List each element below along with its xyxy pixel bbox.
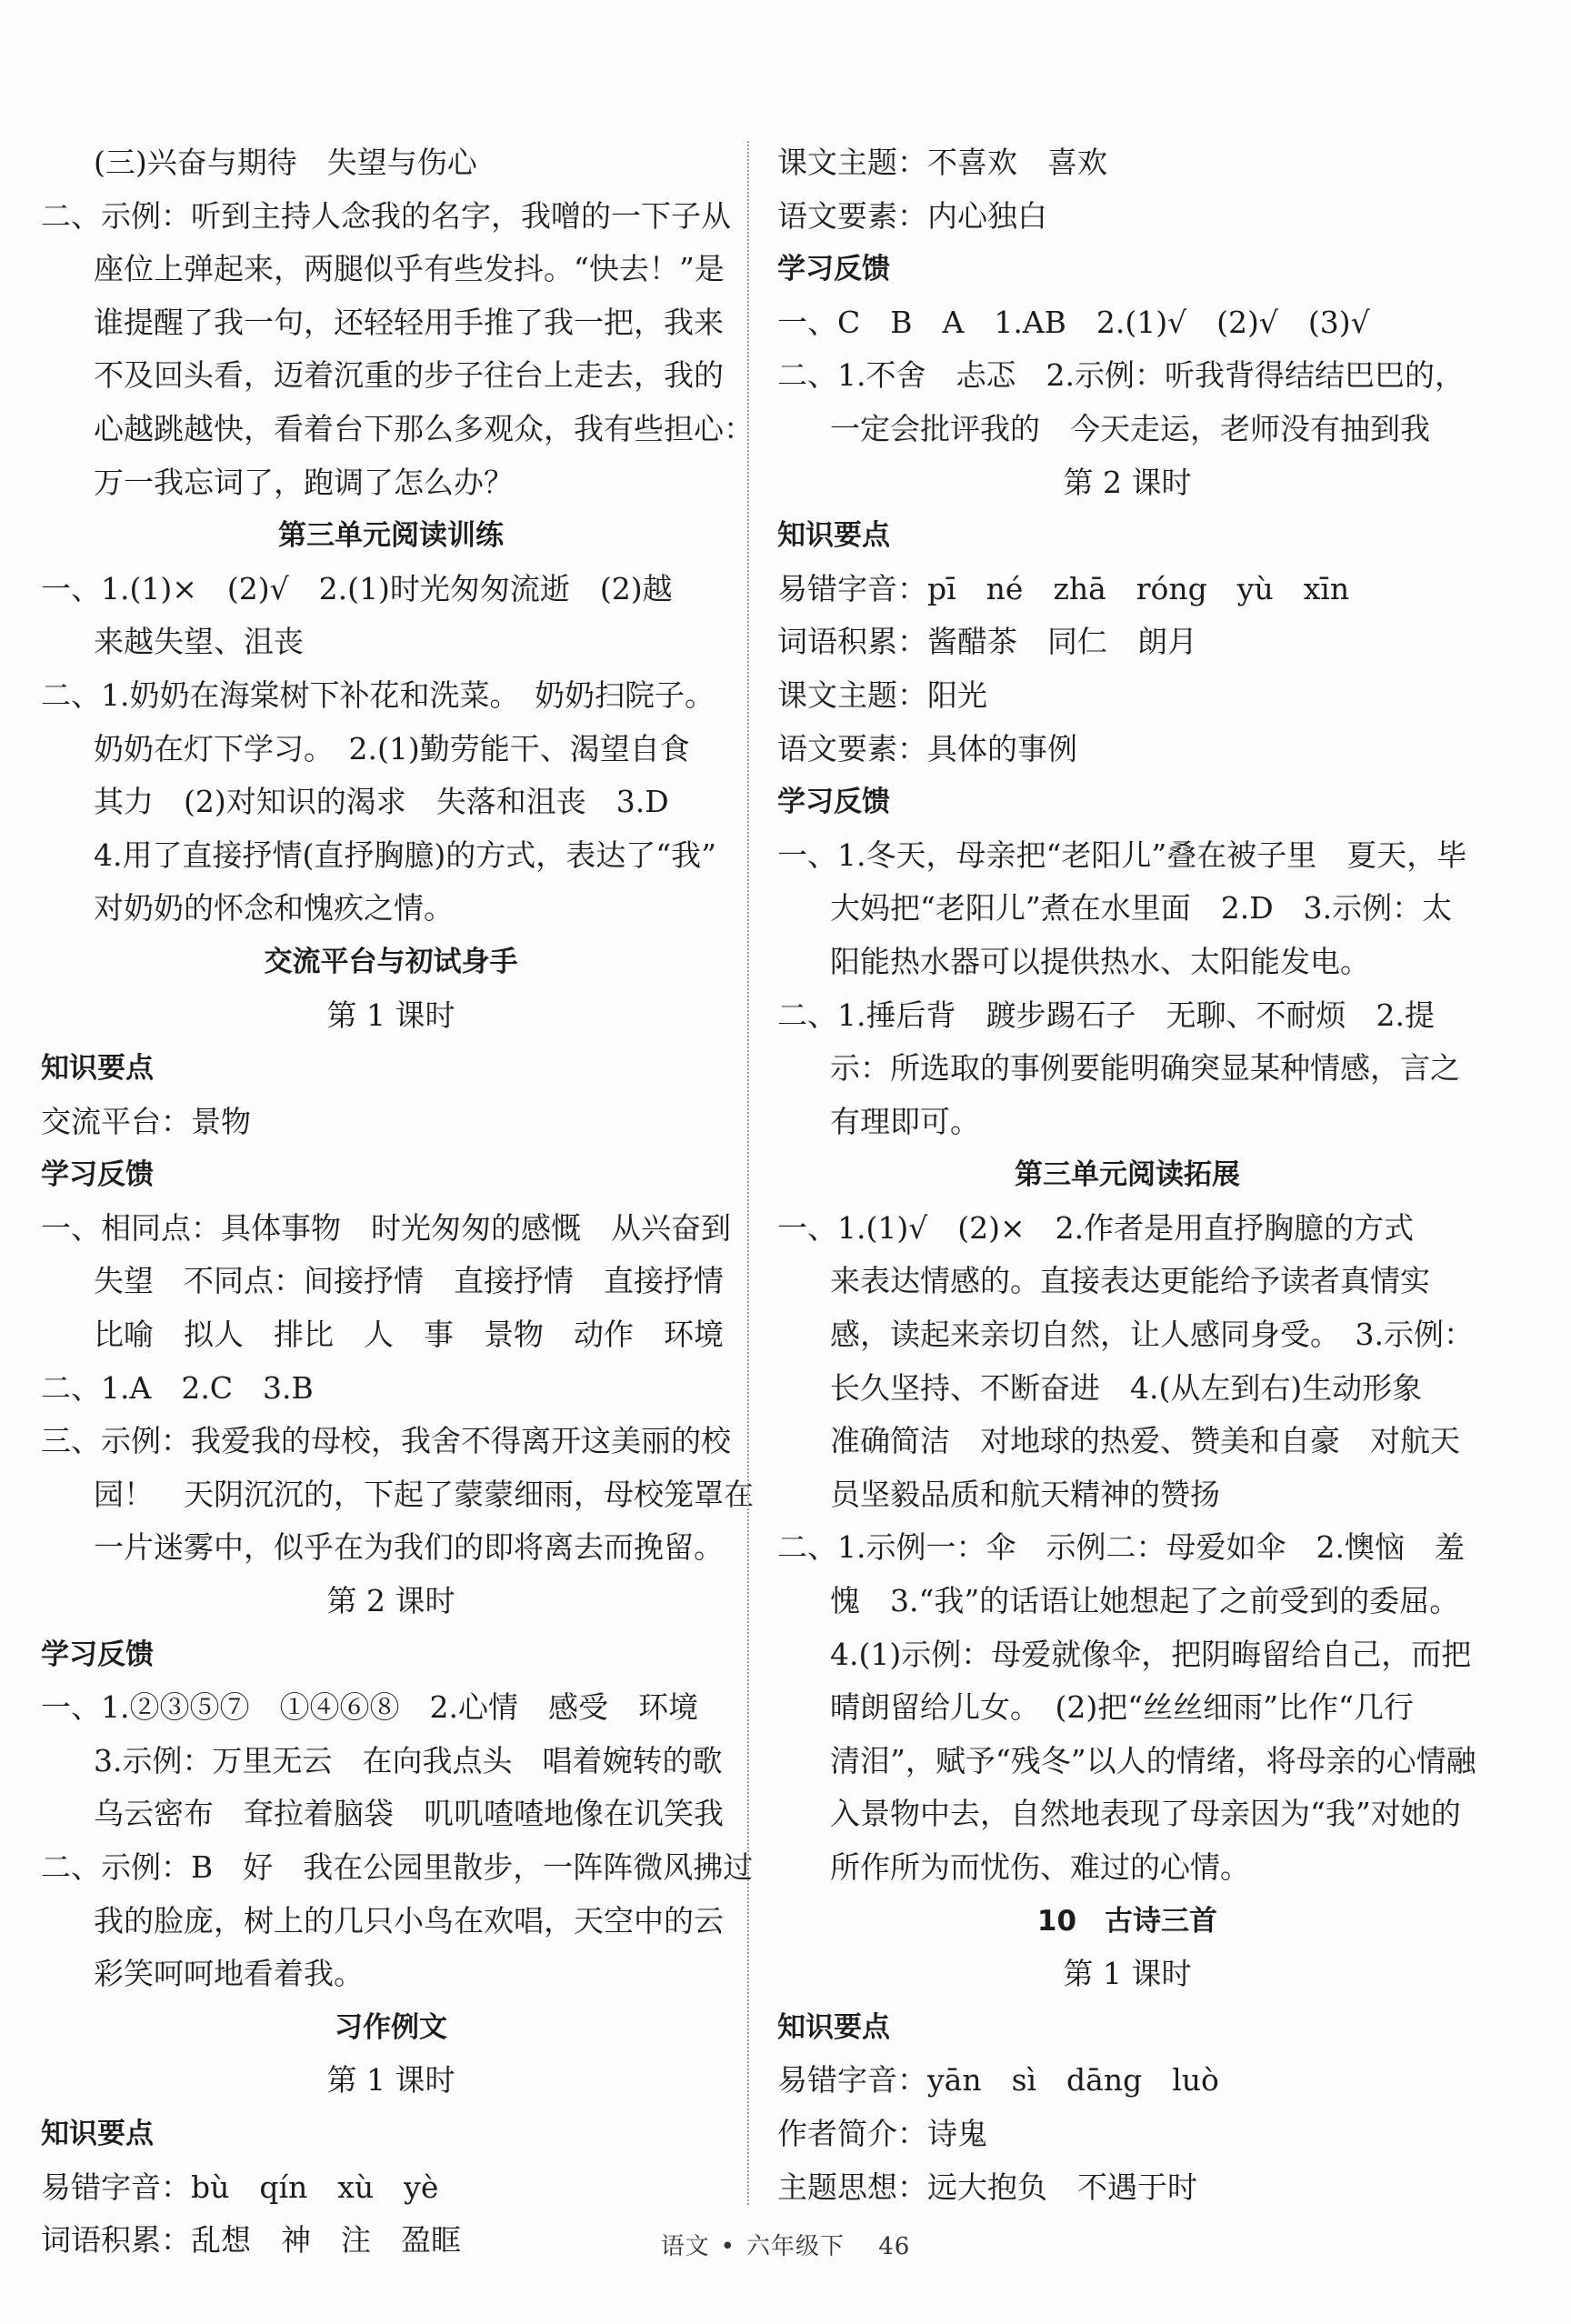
text-line: 奶奶在灯下学习。 2.(1)勤劳能干、渴望自食 xyxy=(94,730,690,766)
text-line: 一、1.(1)× (2)√ 2.(1)时光匆匆流逝 (2)越 xyxy=(41,570,673,606)
text-line: 二、1.奶奶在海棠树下补花和洗菜。 奶奶扫院子。 xyxy=(41,676,715,713)
text-line: 园！ 天阴沉沉的，下起了蒙蒙细雨，母校笼罩在 xyxy=(94,1476,754,1512)
text-line: 不及回头看，迈着沉重的步子往台上走去，我的 xyxy=(94,357,724,394)
text-line: 词语积累：乱想 神 注 盈眶 xyxy=(41,2222,461,2259)
section-heading: 交流平台与初试身手 xyxy=(264,945,518,978)
text-line: 愧 3.“我”的话语让她想起了之前受到的委屈。 xyxy=(830,1583,1460,1619)
text-line: 二、示例：听到主持人念我的名字，我噌的一下子从 xyxy=(41,197,731,234)
section-heading: 知识要点 xyxy=(777,2010,890,2044)
text-line: 主题思想：远大抱负 不遇于时 xyxy=(777,2169,1197,2205)
text-line: 二、1.不舍 忐忑 2.示例：听我背得结结巴巴的， xyxy=(777,357,1465,394)
text-line: 长久坚持、不断奋进 4.(从左到右)生动形象 xyxy=(830,1369,1423,1406)
text-line: 第 1 课时 xyxy=(326,997,455,1033)
section-heading: 第三单元阅读训练 xyxy=(278,519,504,553)
text-line: 彩笑呵呵地看着我。 xyxy=(94,1956,364,1992)
right-column xyxy=(777,136,1477,2214)
section-heading: 第三单元阅读拓展 xyxy=(1015,1158,1240,1192)
text-line: 第 1 课时 xyxy=(1063,1956,1192,1992)
page-footer xyxy=(0,2228,1571,2261)
text-line: 4.(1)示例：母爱就像伞，把阴晦留给自己，而把 xyxy=(830,1636,1472,1672)
text-line: 入景物中去，自然地表现了母亲因为“我”对她的 xyxy=(830,1796,1461,1832)
text-line: 所作所为而忧伤、难过的心情。 xyxy=(830,1849,1250,1885)
section-heading: 学习反馈 xyxy=(41,1158,154,1192)
section-heading: 知识要点 xyxy=(41,2117,154,2150)
text-line: 词语积累：酱醋茶 同仁 朗月 xyxy=(777,624,1197,660)
text-line: (三)兴奋与期待 失望与伤心 xyxy=(94,145,477,180)
text-line: 一、1.冬天，母亲把“老阳儿”叠在被子里 夏天，毕 xyxy=(777,836,1467,873)
text-line: 4.用了直接抒情(直抒胸臆)的方式，表达了“我” xyxy=(94,836,716,873)
text-line: 一片迷雾中，似乎在为我们的即将离去而挽留。 xyxy=(94,1529,724,1566)
section-heading: 10 古诗三首 xyxy=(1036,1904,1218,1938)
text-line: 二、1.A 2.C 3.B xyxy=(41,1369,314,1406)
text-line: 3.示例：万里无云 在向我点头 唱着婉转的歌 xyxy=(94,1742,723,1778)
text-line: 易错字音：pī né zhā róng yù xīn xyxy=(777,570,1350,606)
text-line: 座位上弹起来，两腿似乎有些发抖。“快去！”是 xyxy=(94,251,725,287)
text-line: 语文要素：具体的事例 xyxy=(777,730,1077,766)
text-line: 第 2 课时 xyxy=(326,1583,455,1619)
text-line: 来越失望、沮丧 xyxy=(94,624,304,660)
text-line: 谁提醒了我一句，还轻轻用手推了我一把，我来 xyxy=(94,304,724,340)
text-line: 作者简介：诗鬼 xyxy=(777,2115,987,2151)
text-line: 二、1.示例一：伞 示例二：母爱如伞 2.懊恼 羞 xyxy=(777,1529,1465,1566)
text-line: 一定会批评我的 今天走运，老师没有抽到我 xyxy=(830,410,1430,446)
section-heading: 知识要点 xyxy=(777,519,890,553)
text-line: 有理即可。 xyxy=(830,1103,980,1139)
text-line: 第 1 课时 xyxy=(326,2062,455,2099)
text-line: 大妈把“老阳儿”煮在水里面 2.D 3.示例：太 xyxy=(830,890,1453,927)
text-line: 易错字音：yān sì dāng luò xyxy=(777,2062,1219,2099)
section-heading: 学习反馈 xyxy=(777,786,890,819)
left-column xyxy=(41,136,754,2268)
text-line: 乌云密布 耷拉着脑袋 叽叽喳喳地像在讥笑我 xyxy=(94,1796,724,1832)
text-line: 阳能热水器可以提供热水、太阳能发电。 xyxy=(830,943,1370,979)
text-line: 对奶奶的怀念和愧疚之情。 xyxy=(94,890,454,927)
section-heading: 习作例文 xyxy=(335,2010,447,2044)
column-divider xyxy=(747,141,749,2205)
text-line: 比喻 拟人 排比 人 事 景物 动作 环境 xyxy=(94,1317,724,1353)
footer-subject: 语文 xyxy=(660,2233,710,2260)
text-line: 感，读起来亲切自然，让人感同身受。 3.示例： xyxy=(830,1317,1474,1353)
text-line: 清泪”，赋予“残冬”以人的情绪，将母亲的心情融 xyxy=(830,1742,1476,1778)
text-line: 我的脸庞，树上的几只小鸟在欢唱，天空中的云 xyxy=(94,1902,724,1938)
text-line: 三、示例：我爱我的母校，我舍不得离开这美丽的校 xyxy=(41,1423,731,1459)
text-line: 一、1.②③⑤⑦ ①④⑥⑧ 2.心情 感受 环境 xyxy=(41,1689,698,1726)
text-line: 第 2 课时 xyxy=(1063,464,1192,500)
text-line: 二、示例：B 好 我在公园里散步，一阵阵微风拂过 xyxy=(41,1849,754,1885)
text-line: 员坚毅品质和航天精神的赞扬 xyxy=(830,1476,1220,1512)
text-line: 失望 不同点：间接抒情 直接抒情 直接抒情 xyxy=(94,1263,724,1299)
text-line: 一、C B A 1.AB 2.(1)√ (2)√ (3)√ xyxy=(777,304,1370,340)
text-line: 其力 (2)对知识的渴求 失落和沮丧 3.D xyxy=(94,784,669,820)
text-line: 易错字音：bù qín xù yè xyxy=(41,2169,439,2205)
text-line: 课文主题：不喜欢 喜欢 xyxy=(777,145,1107,180)
text-line: 心越跳越快，看着台下那么多观众，我有些担心： xyxy=(94,410,754,446)
text-line: 一、1.(1)√ (2)× 2.作者是用直抒胸臆的方式 xyxy=(777,1209,1415,1246)
text-line: 来表达情感的。直接表达更能给予读者真情实 xyxy=(830,1263,1430,1299)
text-line: 晴朗留给儿女。 (2)把“丝丝细雨”比作“几行 xyxy=(830,1689,1414,1726)
section-heading: 学习反馈 xyxy=(41,1638,154,1671)
text-line: 万一我忘词了，跑调了怎么办？ xyxy=(94,464,514,500)
page-number: 46 xyxy=(878,2233,911,2260)
text-line: 准确简洁 对地球的热爱、赞美和自豪 对航天 xyxy=(830,1423,1460,1459)
text-line: 语文要素：内心独白 xyxy=(777,197,1047,234)
text-line: 课文主题：阳光 xyxy=(777,676,987,713)
footer-dot: • xyxy=(720,2233,735,2260)
section-heading: 学习反馈 xyxy=(777,253,890,286)
text-line: 示：所选取的事例要能明确突显某种情感，言之 xyxy=(830,1050,1460,1087)
text-line: 交流平台：景物 xyxy=(41,1103,251,1139)
footer-grade: 六年级下 xyxy=(745,2233,845,2260)
text-line: 二、1.捶后背 踱步踢石子 无聊、不耐烦 2.提 xyxy=(777,997,1435,1033)
text-line: 一、相同点：具体事物 时光匆匆的感慨 从兴奋到 xyxy=(41,1209,731,1246)
section-heading: 知识要点 xyxy=(41,1052,154,1086)
